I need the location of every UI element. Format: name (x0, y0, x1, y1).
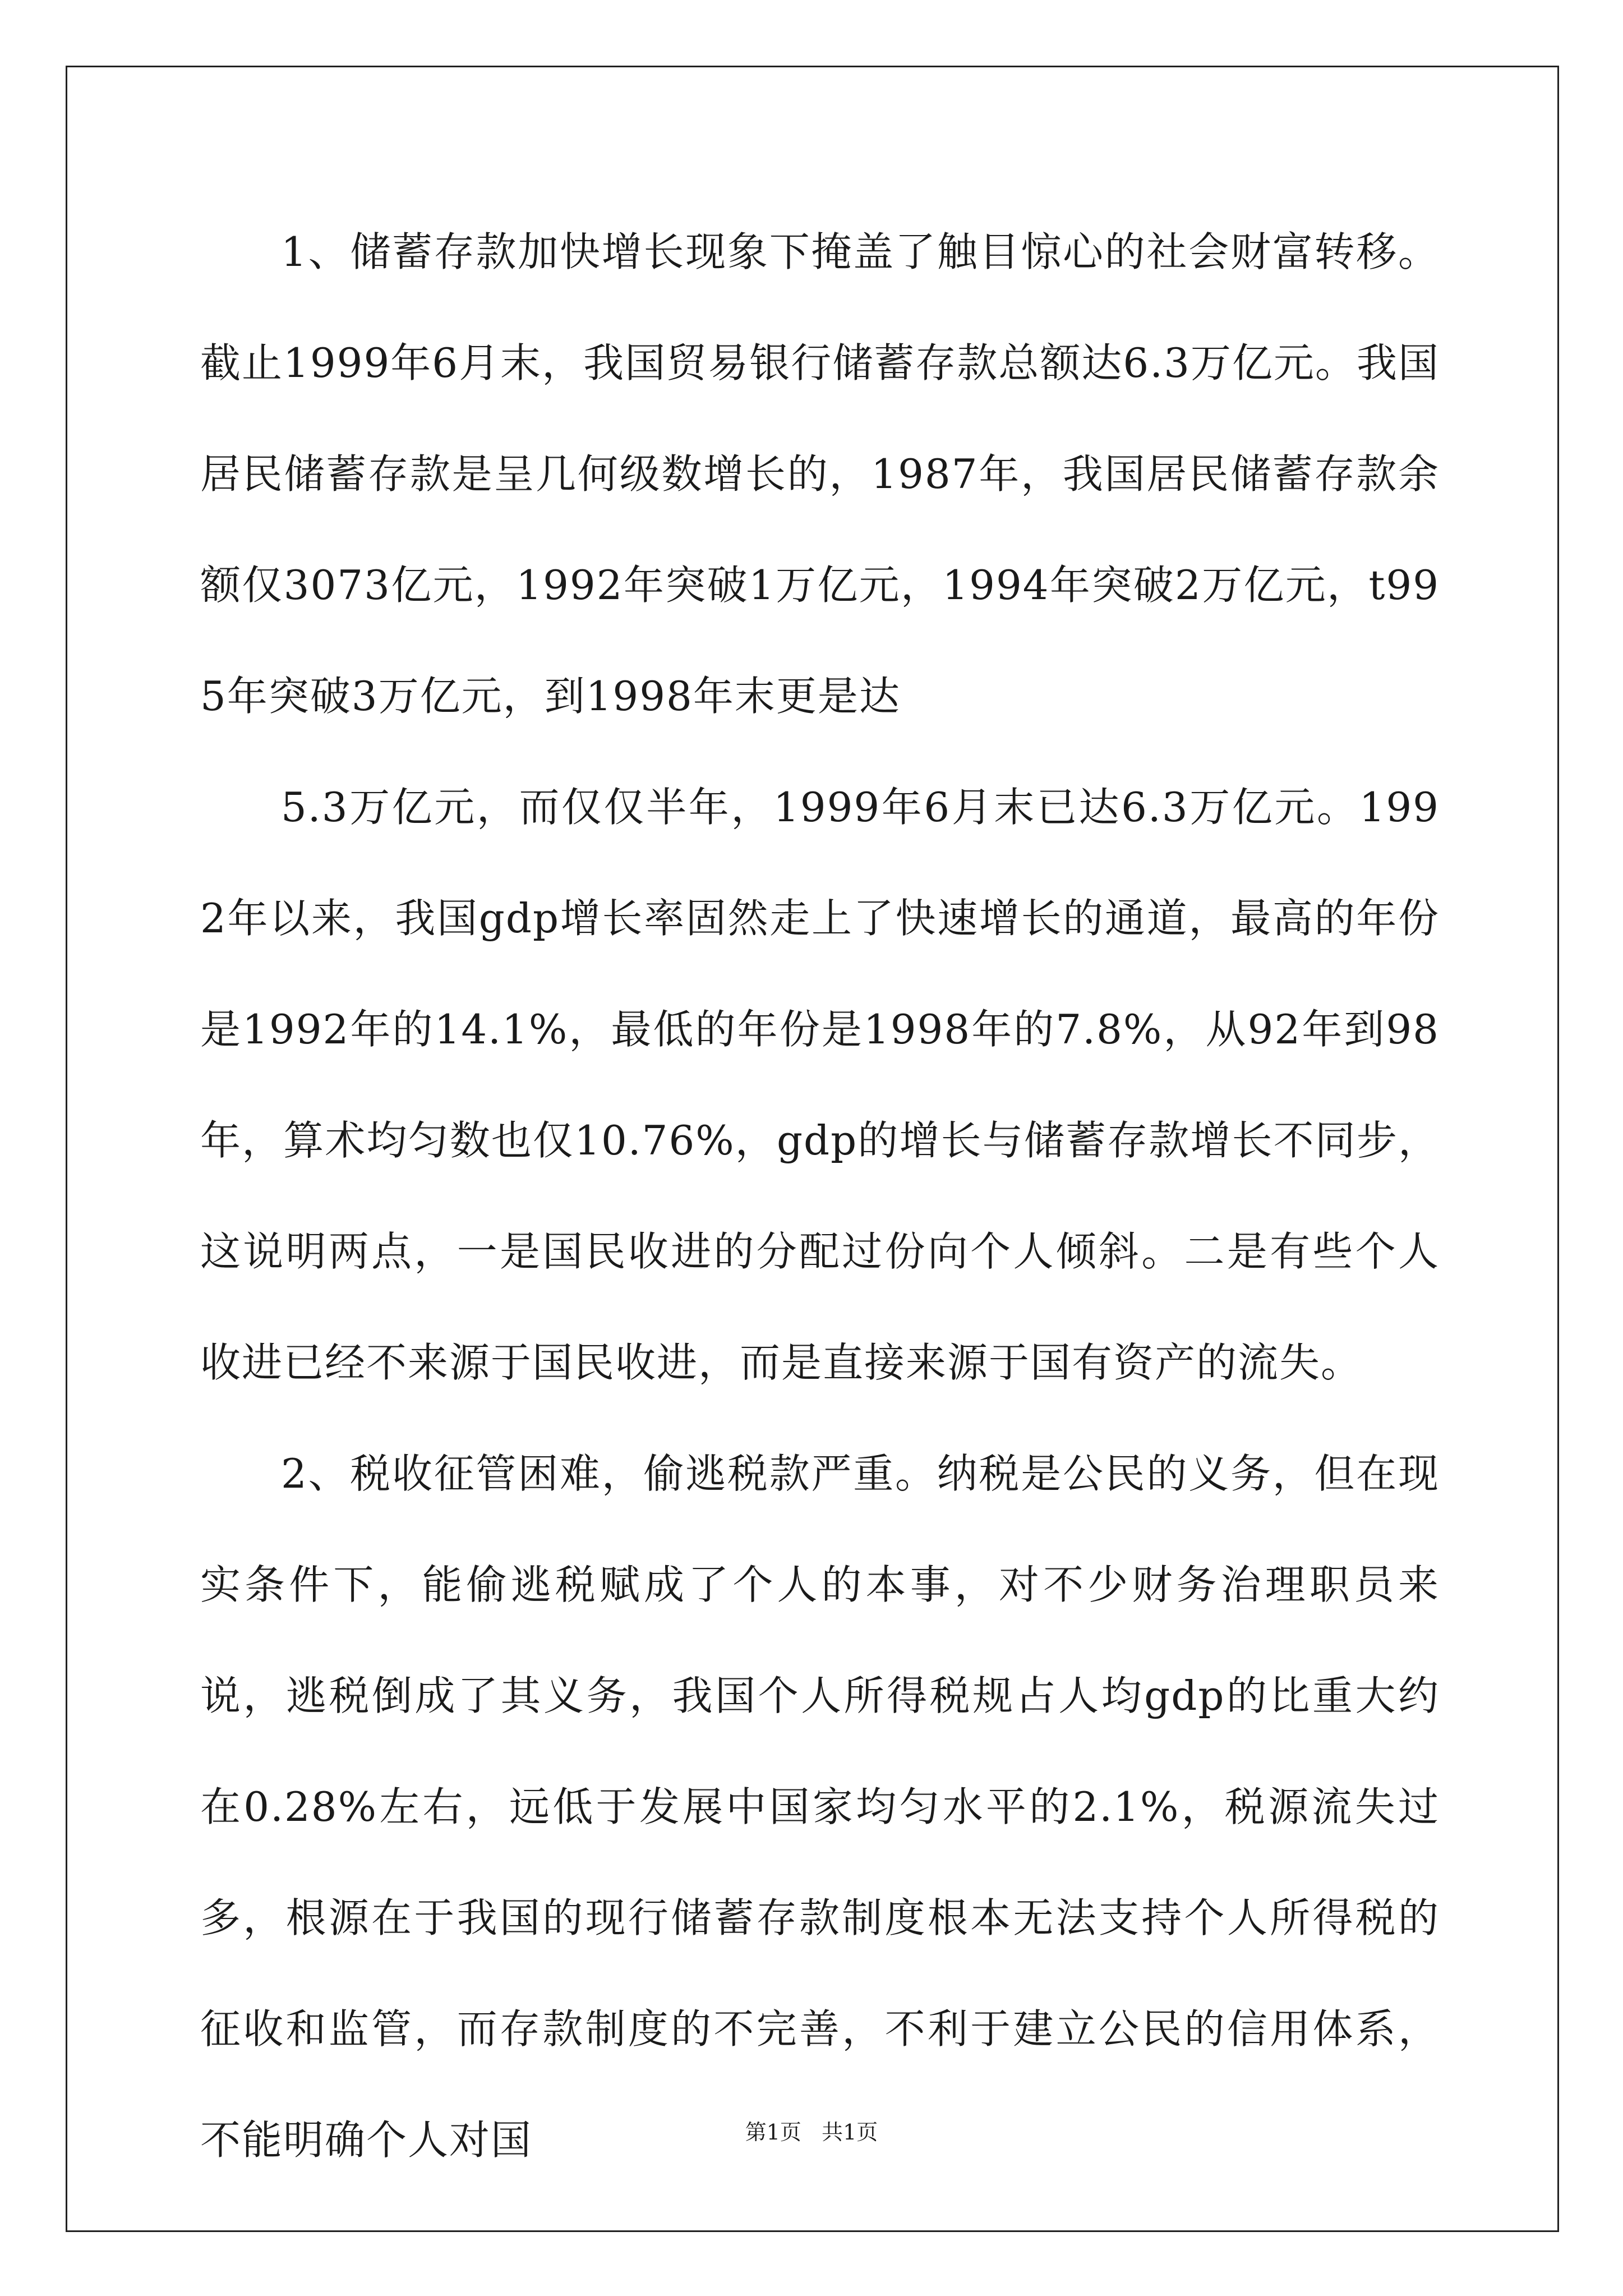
page-footer (0, 2115, 1623, 2146)
paragraph-1: 1、储蓄存款加快增长现象下掩盖了触目惊心的社会财富转移。截止1999年6月末，我国贸易银行储蓄存款总额达6.3万亿元。我国居民储蓄存款是呈几何级数增长的，1987年，我国居民储蓄存款余额仅3073亿元，1992年突破1万亿元，1994年突破2万亿元，t995年突破3万亿元，到1998年末更是达 (200, 228, 1440, 720)
paragraph-2: 5.3万亿元，而仅仅半年，1999年6月末已达6.3万亿元。1992年以来，我国gdp增长率固然走上了快速增长的通道，最高的年份是1992年的14.1%，最低的年份是1998年的7.8%，从92年到98年，算术均匀数也仅10.76%，gdp的增长与储蓄存款增长不同步，这说明两点，一是国民收进的分配过份向个人倾斜。二是有些个人收进已经不来源于国民收进，而是直接来源于国有资产的流失。 (200, 784, 1440, 1386)
document-body (200, 196, 1440, 2196)
page-number-current: 第1页 (745, 2120, 801, 2145)
footer-spacer (801, 2120, 822, 2145)
page-number-total: 共1页 (822, 2120, 878, 2145)
paragraph-3: 2、税收征管困难，偷逃税款严重。纳税是公民的义务，但在现实条件下，能偷逃税赋成了个人的本事，对不少财务治理职员来说，逃税倒成了其义务，我国个人所得税规占人均gdp的比重大约在0.28%左右，远低于发展中国家均匀水平的2.1%，税源流失过多，根源在于我国的现行储蓄存款制度根本无法支持个人所得税的征收和监管，而存款制度的不完善，不利于建立公民的信用体系，不能明确个人对国 (200, 1450, 1440, 2164)
